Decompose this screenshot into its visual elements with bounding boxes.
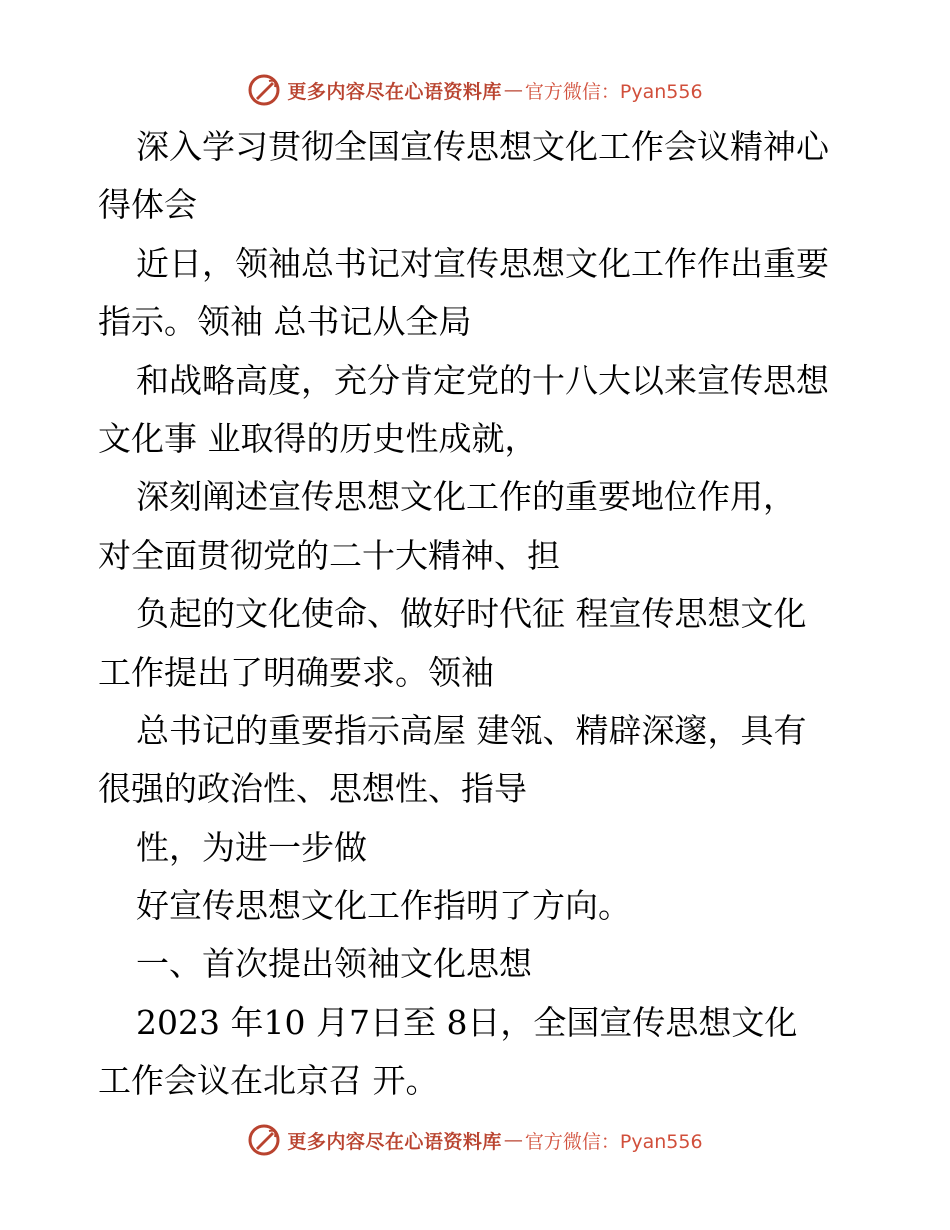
body-line: 得体会 [98, 185, 197, 225]
body-line: 工作提出了明确要求。领袖 [98, 652, 494, 692]
banner-wechat-text: 官方微信：Pyan556 [524, 80, 703, 103]
body-line: 深入学习贯彻全国宣传思想文化工作会议精神心 [136, 127, 829, 166]
body-line: 很强的政治性、思想性、指导 [98, 769, 527, 809]
footer-watermark-banner [0, 1120, 950, 1160]
header-watermark-banner [0, 70, 950, 110]
body-line: 性，为进一步做 [136, 827, 367, 867]
banner-separator: — [503, 79, 523, 101]
body-line: 负起的文化使命、做好时代征 程宣传思想文化 [136, 594, 807, 634]
document-body [98, 118, 858, 1111]
body-line: 好宣传思想文化工作指明了方向。 [136, 886, 631, 926]
body-line: 近日，领袖总书记对宣传思想文化工作作出重要 [136, 243, 829, 283]
body-line: 总书记的重要指示高屋 建瓴、精辟深邃，具有 [136, 710, 807, 750]
body-line: 深刻阐述宣传思想文化工作的重要地位作用， [136, 477, 796, 517]
quill-logo-icon [247, 73, 281, 107]
section-heading: 一、首次提出领袖文化思想 [136, 944, 532, 984]
body-line: 对全面贯彻党的二十大精神、担 [98, 535, 560, 575]
banner-separator: — [503, 1129, 523, 1151]
body-line: 指示。领袖 总书记从全局 [98, 302, 472, 342]
body-line: 工作会议在北京召 开。 [98, 1061, 439, 1101]
body-line: 和战略高度，充分肯定党的十八大以来宣传思想 [136, 360, 829, 400]
banner-wechat-text: 官方微信：Pyan556 [524, 1130, 703, 1153]
banner-site-text: 更多内容尽在心语资料库 [287, 1130, 502, 1153]
banner-site-text: 更多内容尽在心语资料库 [287, 80, 502, 103]
body-line: 文化事 业取得的历史性成就， [98, 418, 538, 458]
body-line: 2023 年10 月7日至 8日，全国宣传思想文化 [136, 1002, 798, 1042]
quill-logo-icon [247, 1123, 281, 1157]
